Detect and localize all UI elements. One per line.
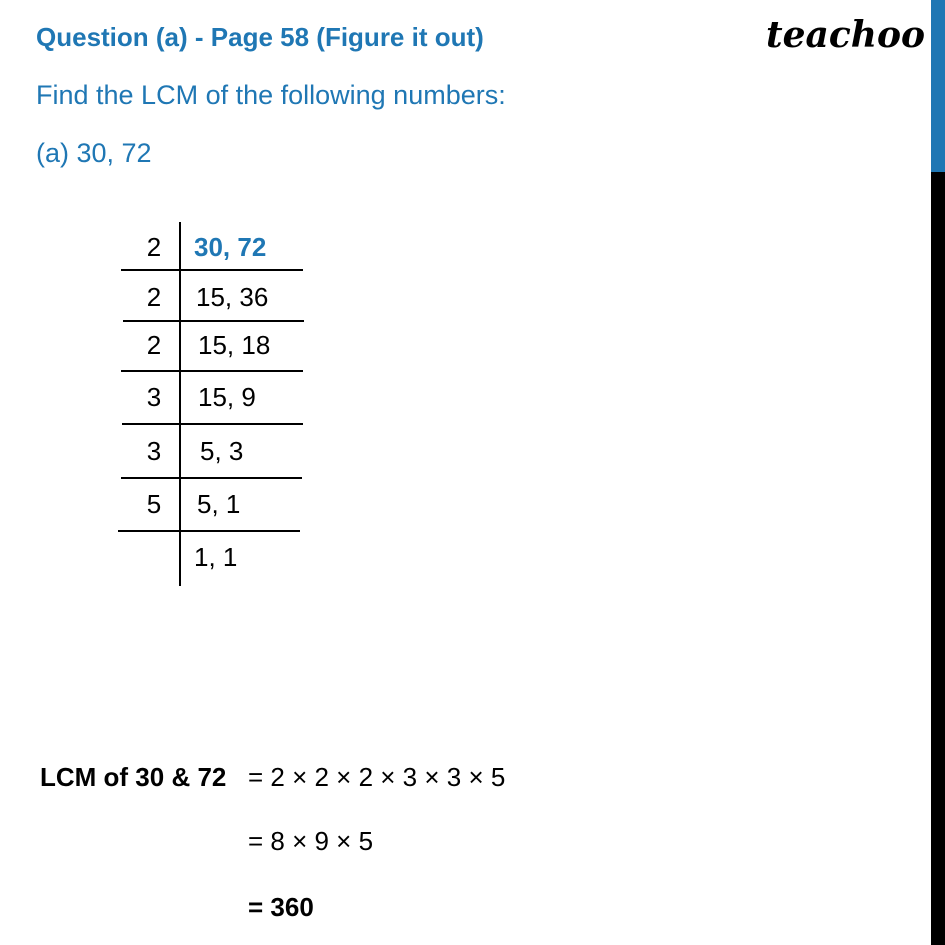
lcm-result: = 360 [248,892,314,922]
question-sub: (a) 30, 72 [36,138,152,168]
ladder-divisor: 3 [146,436,162,466]
lcm-step-2: = 8 × 9 × 5 [248,826,374,856]
lcm-step-1: = 2 × 2 × 2 × 3 × 3 × 5 [248,762,506,792]
ladder-numbers: 15, 36 [196,282,269,312]
ladder-numbers: 15, 9 [198,382,256,412]
ladder-separator [122,423,303,425]
ladder-separator [121,269,303,271]
ladder-divisor: 3 [146,382,162,412]
ladder-divisor: 2 [146,282,162,312]
ladder-separator [121,370,303,372]
ladder-divisor: 5 [146,489,162,519]
ladder-numbers: 5, 3 [200,436,244,466]
ladder-numbers: 1, 1 [194,542,238,572]
scrollbar-thumb[interactable] [931,0,945,172]
lcm-label: LCM of 30 & 72 [40,762,227,792]
ladder-separator [121,477,302,479]
ladder-separator [118,530,300,532]
brand-logo: teachoo [766,14,925,56]
ladder-numbers: 15, 18 [198,330,271,360]
question-text: Find the LCM of the following numbers: [36,80,506,110]
ladder-divisor: 2 [146,330,162,360]
ladder-numbers: 5, 1 [197,489,241,519]
ladder-separator [123,320,304,322]
ladder-numbers: 30, 72 [194,232,267,262]
page-title: Question (a) - Page 58 (Figure it out) [36,22,484,52]
ladder-divisor: 2 [146,232,162,262]
